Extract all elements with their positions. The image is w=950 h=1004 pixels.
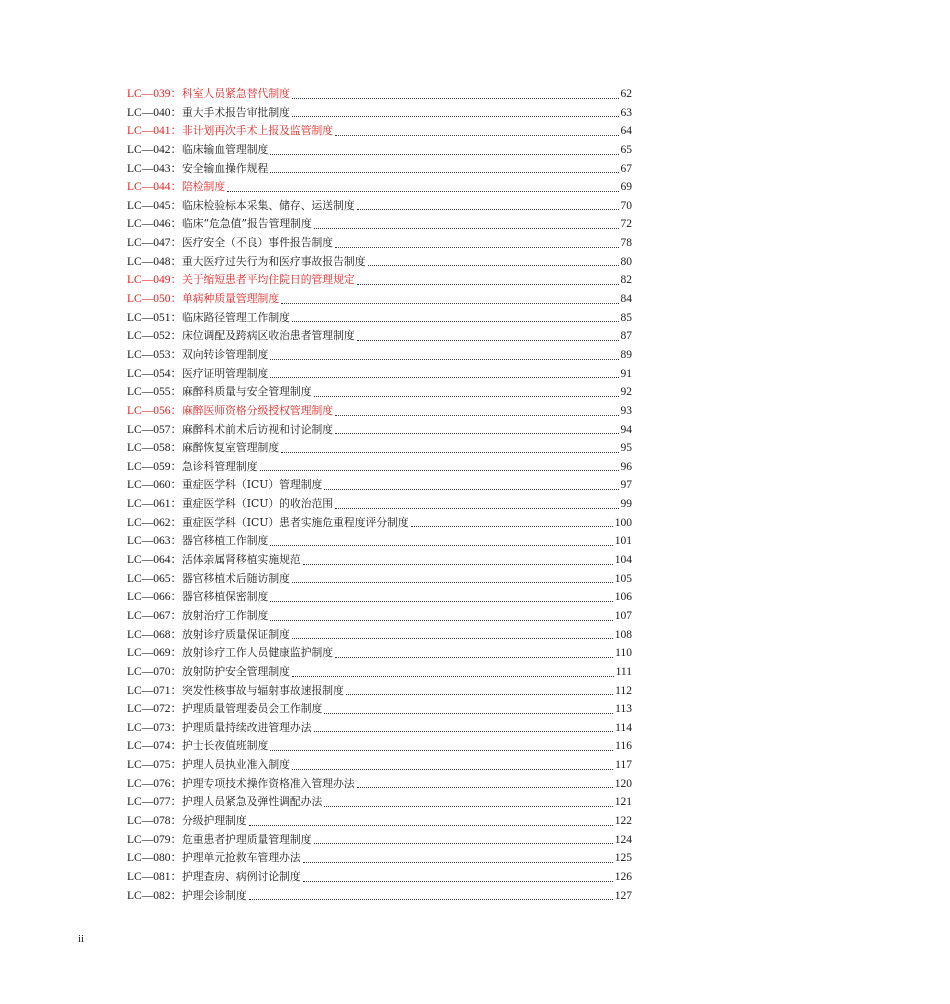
dot-leader	[324, 805, 612, 807]
toc-entry-title: 器官移植工作制度	[181, 534, 269, 548]
toc-entry-code: LC—069：	[127, 647, 182, 660]
toc-entry-code: LC—057：	[127, 423, 182, 436]
toc-entry[interactable]	[127, 775, 632, 794]
toc-entry[interactable]	[127, 756, 632, 775]
dot-leader	[335, 134, 618, 136]
toc-entry-code: LC—065：	[127, 572, 182, 585]
toc-entry-code: LC—063：	[127, 535, 182, 548]
toc-entry-code: LC—048：	[127, 255, 182, 268]
toc-entry-code: LC—077：	[127, 796, 182, 809]
dot-leader	[335, 507, 618, 509]
dot-leader	[292, 768, 613, 770]
dot-leader	[357, 283, 619, 285]
toc-entry-page-number: 104	[614, 554, 632, 567]
toc-entry-page-number: 111	[615, 665, 632, 678]
toc-entry-code: LC—076：	[127, 777, 182, 790]
toc-entry-title: 急诊科管理制度	[181, 459, 258, 473]
toc-entry-page-number: 95	[620, 442, 632, 455]
dot-leader	[314, 395, 619, 397]
toc-entry-title: 麻醉科术前术后访视和讨论制度	[181, 422, 334, 436]
toc-entry[interactable]	[127, 160, 632, 179]
toc-entry[interactable]	[127, 327, 632, 346]
toc-entry[interactable]	[127, 476, 632, 495]
toc-entry-title: 分级护理制度	[181, 813, 247, 827]
dot-leader	[260, 469, 619, 471]
toc-entry-title: 放射诊疗工作人员健康监护制度	[181, 646, 334, 660]
toc-entry-code: LC—039：	[127, 88, 182, 100]
dot-leader	[314, 842, 613, 844]
toc-entry-code: LC—066：	[127, 591, 182, 604]
toc-entry-code: LC—082：	[127, 889, 182, 902]
toc-entry[interactable]	[127, 178, 632, 197]
toc-entry-title: 重症医学科（ICU）管理制度	[181, 478, 323, 492]
toc-entry[interactable]	[127, 812, 632, 831]
toc-entry[interactable]	[127, 682, 632, 701]
dot-leader	[303, 861, 613, 863]
toc-entry-page-number: 64	[620, 125, 632, 138]
toc-entry-page-number: 125	[614, 852, 632, 865]
toc-entry[interactable]	[127, 197, 632, 216]
toc-entry-title: 护理查房、病例讨论制度	[181, 869, 301, 883]
toc-entry-code: LC—044：	[127, 181, 182, 194]
toc-entry-page-number: 106	[614, 591, 632, 604]
toc-entry-page-number: 126	[614, 870, 632, 883]
toc-entry-title: 放射治疗工作制度	[181, 608, 269, 622]
toc-entry[interactable]	[127, 607, 632, 626]
toc-entry-code: LC—040：	[127, 106, 182, 119]
toc-entry-page-number: 65	[620, 143, 632, 156]
toc-entry-code: LC—068：	[127, 628, 182, 641]
toc-entry-code: LC—061：	[127, 498, 182, 511]
toc-entry-code: LC—058：	[127, 442, 182, 455]
toc-entry-title: 床位调配及跨病区收治患者管理制度	[181, 329, 355, 343]
dot-leader	[335, 656, 613, 658]
toc-entry[interactable]	[127, 514, 632, 533]
toc-entry-title: 护理人员紧急及弹性调配办法	[181, 795, 323, 809]
toc-entry-page-number: 114	[615, 721, 632, 734]
toc-entry-title: 麻醉科质量与安全管理制度	[181, 385, 312, 399]
toc-entry-code: LC—070：	[127, 665, 182, 678]
dot-leader	[292, 97, 619, 99]
toc-entry[interactable]	[127, 271, 632, 290]
toc-entry-title: 护理质量持续改进管理办法	[181, 720, 312, 734]
toc-entry-page-number: 122	[614, 814, 632, 827]
dot-leader	[249, 824, 613, 826]
toc-entry-code: LC—060：	[127, 479, 182, 492]
table-of-contents	[127, 85, 632, 905]
toc-entry-title: 科室人员紧急替代制度	[181, 87, 290, 100]
toc-entry-page-number: 116	[615, 740, 632, 753]
dot-leader	[292, 637, 613, 639]
toc-entry[interactable]	[127, 719, 632, 738]
toc-entry-code: LC—056：	[127, 404, 182, 417]
toc-entry-code: LC—046：	[127, 218, 182, 231]
toc-entry-code: LC—072：	[127, 703, 182, 716]
toc-entry-title: 麻醉恢复室管理制度	[181, 441, 280, 455]
toc-entry-code: LC—081：	[127, 870, 182, 883]
dot-leader	[335, 246, 618, 248]
toc-entry-code: LC—055：	[127, 386, 182, 399]
toc-entry[interactable]	[127, 495, 632, 514]
footer-page-number: ii	[78, 933, 85, 945]
dot-leader	[292, 115, 619, 117]
toc-entry-code: LC—050：	[127, 293, 182, 306]
toc-entry[interactable]	[127, 309, 632, 328]
dot-leader	[324, 712, 613, 714]
toc-entry[interactable]	[127, 85, 632, 104]
toc-entry-code: LC—043：	[127, 162, 182, 175]
dot-leader	[270, 619, 612, 621]
dot-leader	[368, 264, 619, 266]
toc-entry[interactable]	[127, 439, 632, 458]
dot-leader	[292, 320, 619, 322]
toc-entry-page-number: 120	[614, 777, 632, 790]
toc-entry-page-number: 107	[614, 609, 632, 622]
toc-entry-page-number: 89	[620, 348, 632, 361]
dot-leader	[314, 730, 614, 732]
toc-entry[interactable]	[127, 215, 632, 234]
toc-entry[interactable]	[127, 737, 632, 756]
toc-entry[interactable]	[127, 290, 632, 309]
toc-entry-title: 临床“危急值”报告管理制度	[181, 217, 312, 231]
dot-leader	[270, 600, 612, 602]
toc-entry[interactable]	[127, 346, 632, 365]
toc-entry-page-number: 121	[614, 796, 632, 809]
toc-entry-title: 护士长夜值班制度	[181, 739, 269, 753]
dot-leader	[346, 693, 613, 695]
toc-entry-page-number: 62	[620, 88, 632, 100]
dot-leader	[411, 525, 613, 527]
dot-leader	[292, 675, 614, 677]
toc-entry-title: 活体亲属肾移植实施规范	[181, 553, 301, 567]
toc-entry[interactable]	[127, 887, 632, 906]
toc-entry-code: LC—047：	[127, 237, 182, 250]
toc-entry-title: 重症医学科（ICU）的收治范围	[181, 497, 334, 511]
toc-entry[interactable]	[127, 793, 632, 812]
toc-entry-title: 安全输血操作规程	[181, 161, 269, 175]
toc-entry-title: 临床检验标本采集、储存、运送制度	[181, 198, 355, 212]
dot-leader	[292, 581, 613, 583]
toc-entry-code: LC—074：	[127, 740, 182, 753]
toc-entry-title: 护理质量管理委员会工作制度	[181, 702, 323, 716]
toc-entry[interactable]	[127, 141, 632, 160]
toc-entry-code: LC—052：	[127, 330, 182, 343]
toc-entry-code: LC—042：	[127, 143, 182, 156]
toc-entry-title: 器官移植术后随访制度	[181, 571, 290, 585]
toc-entry[interactable]	[127, 868, 632, 887]
toc-entry[interactable]	[127, 532, 632, 551]
dot-leader	[357, 339, 619, 341]
toc-entry-title: 非计划再次手术上报及监管制度	[181, 124, 334, 138]
toc-entry-title: 危重患者护理质量管理制度	[181, 832, 312, 846]
toc-entry-title: 重大医疗过失行为和医疗事故报告制度	[181, 254, 366, 268]
toc-entry-code: LC—059：	[127, 460, 182, 473]
toc-entry[interactable]	[127, 365, 632, 384]
toc-entry-code: LC—079：	[127, 833, 182, 846]
dot-leader	[270, 153, 618, 155]
toc-entry-code: LC—075：	[127, 759, 182, 772]
toc-entry[interactable]	[127, 421, 632, 440]
toc-entry[interactable]	[127, 234, 632, 253]
toc-entry-page-number: 72	[620, 218, 632, 231]
toc-entry-page-number: 70	[620, 199, 632, 212]
toc-entry-title: 单病种质量管理制度	[181, 292, 280, 306]
toc-entry-page-number: 78	[620, 237, 632, 250]
dot-leader	[281, 302, 618, 304]
toc-entry[interactable]	[127, 122, 632, 141]
toc-entry-page-number: 80	[620, 255, 632, 268]
toc-entry[interactable]	[127, 831, 632, 850]
toc-entry-page-number: 69	[620, 181, 632, 194]
toc-entry-title: 重症医学科（ICU）患者实施危重程度评分制度	[181, 515, 409, 529]
toc-entry[interactable]	[127, 644, 632, 663]
toc-entry-title: 医疗安全（不良）事件报告制度	[181, 236, 334, 250]
toc-entry-title: 放射防护安全管理制度	[181, 664, 290, 678]
dot-leader	[335, 414, 618, 416]
toc-entry-page-number: 91	[620, 367, 632, 380]
toc-entry-title: 临床路径管理工作制度	[181, 310, 290, 324]
dot-leader	[335, 432, 618, 434]
toc-entry-title: 护理会诊制度	[181, 888, 247, 902]
toc-entry-page-number: 92	[620, 386, 632, 399]
toc-entry-title: 医疗证明管理制度	[181, 366, 269, 380]
dot-leader	[281, 451, 618, 453]
toc-entry[interactable]	[127, 626, 632, 645]
toc-entry-page-number: 124	[614, 833, 632, 846]
toc-entry-page-number: 100	[614, 516, 632, 529]
toc-entry[interactable]	[127, 700, 632, 719]
toc-entry-code: LC—064：	[127, 554, 182, 567]
toc-entry-code: LC—054：	[127, 367, 182, 380]
toc-entry[interactable]	[127, 458, 632, 477]
toc-entry-page-number: 97	[620, 479, 632, 492]
toc-entry-page-number: 87	[620, 330, 632, 343]
toc-entry-code: LC—078：	[127, 814, 182, 827]
dot-leader	[270, 376, 618, 378]
toc-entry-title: 关于缩短患者平均住院日的管理规定	[181, 273, 355, 287]
toc-entry[interactable]	[127, 849, 632, 868]
toc-entry-page-number: 84	[620, 293, 632, 306]
toc-entry[interactable]	[127, 570, 632, 589]
dot-leader	[314, 227, 619, 229]
toc-entry[interactable]	[127, 663, 632, 682]
toc-entry-page-number: 99	[620, 498, 632, 511]
dot-leader	[303, 563, 613, 565]
toc-entry-title: 放射诊疗质量保证制度	[181, 627, 290, 641]
toc-entry-page-number: 85	[620, 311, 632, 324]
toc-entry-page-number: 67	[620, 162, 632, 175]
toc-entry-code: LC—051：	[127, 311, 182, 324]
dot-leader	[303, 880, 613, 882]
toc-entry-title: 重大手术报告审批制度	[181, 105, 290, 119]
dot-leader	[357, 208, 619, 210]
toc-entry[interactable]	[127, 588, 632, 607]
toc-entry-title: 临床输血管理制度	[181, 142, 269, 156]
toc-entry-code: LC—073：	[127, 721, 182, 734]
toc-entry-title: 护理人员执业准入制度	[181, 758, 290, 772]
toc-entry-page-number: 105	[614, 572, 632, 585]
toc-entry-page-number: 110	[615, 647, 632, 660]
toc-entry-code: LC—067：	[127, 609, 182, 622]
toc-entry-title: 器官移植保密制度	[181, 590, 269, 604]
toc-entry-title: 麻醉医师资格分级授权管理制度	[181, 403, 334, 417]
toc-entry-code: LC—053：	[127, 348, 182, 361]
toc-entry-title: 双向转诊管理制度	[181, 347, 269, 361]
toc-entry-page-number: 112	[615, 684, 632, 697]
dot-leader	[270, 171, 618, 173]
toc-entry[interactable]	[127, 253, 632, 272]
dot-leader	[227, 190, 618, 192]
toc-entry-page-number: 101	[614, 535, 632, 548]
toc-entry-page-number: 82	[620, 274, 632, 287]
toc-entry[interactable]	[127, 104, 632, 123]
toc-entry-title: 陪检制度	[181, 180, 226, 194]
toc-entry-page-number: 113	[615, 703, 632, 716]
toc-entry-page-number: 63	[620, 106, 632, 119]
dot-leader	[270, 749, 613, 751]
toc-entry-code: LC—049：	[127, 274, 182, 287]
toc-entry-title: 突发性核事故与辐射事故速报制度	[181, 683, 344, 697]
toc-entry-code: LC—041：	[127, 125, 182, 138]
dot-leader	[270, 544, 612, 546]
toc-entry-code: LC—062：	[127, 516, 182, 529]
toc-entry-page-number: 117	[615, 759, 632, 772]
toc-entry-page-number: 93	[620, 404, 632, 417]
toc-entry-code: LC—071：	[127, 684, 182, 697]
dot-leader	[357, 786, 613, 788]
toc-entry-code: LC—080：	[127, 852, 182, 865]
dot-leader	[249, 898, 613, 900]
toc-entry[interactable]	[127, 402, 632, 421]
toc-entry-page-number: 96	[620, 460, 632, 473]
toc-entry-title: 护理单元抢救车管理办法	[181, 851, 301, 865]
toc-entry-page-number: 127	[614, 889, 632, 902]
dot-leader	[270, 358, 618, 360]
toc-entry-page-number: 94	[620, 423, 632, 436]
toc-entry-title: 护理专项技术操作资格准入管理办法	[181, 776, 355, 790]
dot-leader	[324, 488, 618, 490]
toc-entry-code: LC—045：	[127, 199, 182, 212]
toc-entry[interactable]	[127, 551, 632, 570]
toc-entry-page-number: 108	[614, 628, 632, 641]
toc-entry[interactable]	[127, 383, 632, 402]
